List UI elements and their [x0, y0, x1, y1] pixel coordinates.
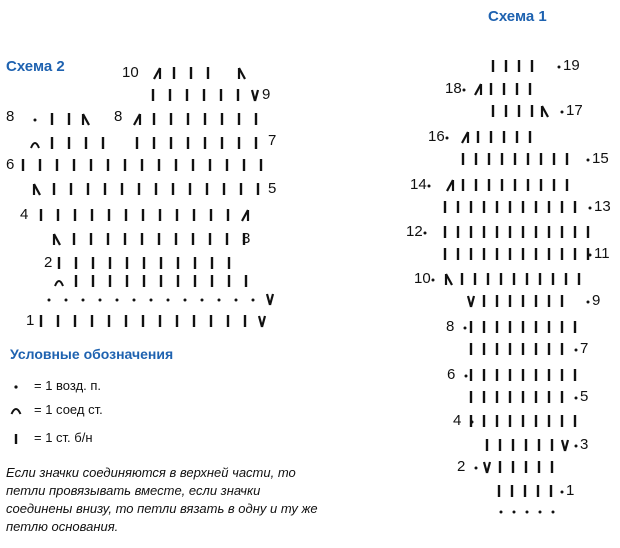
row-number-label: 2 [44, 254, 53, 271]
single-crochet-symbol [240, 314, 250, 328]
single-crochet-symbol [171, 232, 181, 246]
single-crochet-symbol [570, 414, 580, 428]
single-crochet-symbol [156, 256, 166, 270]
increase-symbol [257, 314, 267, 328]
single-crochet-symbol [482, 438, 492, 452]
single-crochet-symbol [105, 274, 115, 288]
single-crochet-symbol [544, 414, 554, 428]
single-crochet-symbol [216, 88, 226, 102]
chain-stitch-symbol [496, 504, 506, 518]
single-crochet-symbol [206, 208, 216, 222]
chain-stitch-symbol [471, 460, 481, 474]
decrease-right-symbol [52, 232, 62, 246]
scheme-1-title: Схема 1 [488, 8, 547, 25]
row-number-label: 14 [410, 176, 427, 193]
single-crochet-symbol [165, 88, 175, 102]
row-number-label: 3 [242, 230, 251, 247]
single-crochet-symbol [188, 158, 198, 172]
chain-stitch-symbol [129, 292, 139, 306]
instruction-note: Если значки соединяются в верхней части, то петли провязывать вместе, если значки соединены внизу, то петли вязать в одну и ту же петлю основания. [6, 465, 318, 534]
single-crochet-symbol [166, 136, 176, 150]
chain-stitch-symbol [163, 292, 173, 306]
single-crochet-symbol [71, 274, 81, 288]
chain-stitch-symbol [509, 504, 519, 518]
single-crochet-symbol [518, 342, 528, 356]
single-crochet-symbol [544, 390, 554, 404]
chart-row [0, 180, 620, 198]
row-number-label: 7 [580, 340, 589, 357]
chart-row [0, 110, 620, 128]
single-crochet-symbol [531, 342, 541, 356]
row-number-label: 8 [446, 318, 455, 335]
chain-stitch-symbol [30, 112, 40, 126]
row-number-label: 9 [262, 86, 271, 103]
single-crochet-symbol [466, 390, 476, 404]
single-crochet-symbol [149, 112, 159, 126]
chart-row [0, 272, 620, 290]
single-crochet-symbol [222, 158, 232, 172]
single-crochet-symbol [138, 208, 148, 222]
single-crochet-symbol [544, 342, 554, 356]
single-crochet-symbol [495, 460, 505, 474]
single-crochet-symbol [117, 182, 127, 196]
single-crochet-symbol [253, 182, 263, 196]
single-crochet-symbol [182, 88, 192, 102]
single-crochet-symbol [200, 112, 210, 126]
single-crochet-symbol [71, 256, 81, 270]
increase-symbol [265, 292, 275, 306]
single-crochet-symbol [217, 112, 227, 126]
single-crochet-symbol [207, 256, 217, 270]
legend-item-label: = 1 возд. п. [34, 378, 102, 393]
single-crochet-symbol [173, 256, 183, 270]
legend-item-label: = 1 соед ст. [34, 402, 103, 417]
single-crochet-symbol [104, 208, 114, 222]
single-crochet-symbol [224, 256, 234, 270]
row-number-label: 5 [268, 180, 277, 197]
single-crochet-symbol [148, 88, 158, 102]
chart-row [0, 156, 620, 174]
single-crochet-symbol [154, 232, 164, 246]
single-crochet-symbol [508, 460, 518, 474]
single-crochet-symbol [189, 208, 199, 222]
single-crochet-symbol [505, 342, 515, 356]
single-crochet-symbol [122, 274, 132, 288]
single-crochet-symbol [120, 158, 130, 172]
single-crochet-symbol [520, 484, 530, 498]
single-crochet-symbol [52, 158, 62, 172]
single-crochet-symbol [100, 182, 110, 196]
single-crochet-symbol [166, 112, 176, 126]
single-crochet-symbol [518, 368, 528, 382]
single-crochet-symbol [173, 274, 183, 288]
single-crochet-symbol [223, 208, 233, 222]
decrease-right-symbol [81, 112, 91, 126]
row-number-label: 13 [594, 198, 611, 215]
single-crochet-bar-icon [10, 430, 22, 446]
single-crochet-symbol [189, 314, 199, 328]
single-crochet-symbol [217, 136, 227, 150]
single-crochet-symbol [156, 274, 166, 288]
single-crochet-symbol [183, 112, 193, 126]
single-crochet-symbol [86, 232, 96, 246]
single-crochet-symbol [494, 484, 504, 498]
chain-stitch-symbol [571, 342, 581, 356]
row-number-label: 4 [453, 412, 462, 429]
single-crochet-symbol [53, 208, 63, 222]
single-crochet-symbol [47, 136, 57, 150]
row-number-label: 4 [20, 206, 29, 223]
decrease-left-symbol [132, 112, 142, 126]
single-crochet-symbol [105, 256, 115, 270]
increase-symbol [482, 460, 492, 474]
single-crochet-symbol [199, 88, 209, 102]
single-crochet-symbol [518, 390, 528, 404]
chain-stitch-symbol [557, 484, 567, 498]
chain-stitch-symbol [112, 292, 122, 306]
chain-stitch-symbol [467, 414, 477, 428]
single-crochet-symbol [138, 314, 148, 328]
single-crochet-symbol [172, 208, 182, 222]
single-crochet-symbol [557, 390, 567, 404]
chart-row [0, 312, 620, 330]
single-crochet-symbol [251, 136, 261, 150]
single-crochet-symbol [49, 182, 59, 196]
single-crochet-symbol [87, 314, 97, 328]
single-crochet-symbol [233, 88, 243, 102]
single-crochet-symbol [234, 112, 244, 126]
chain-stitch-symbol [61, 292, 71, 306]
single-crochet-symbol [557, 414, 567, 428]
slip-stitch-symbol [30, 136, 40, 150]
row-number-label: 18 [445, 80, 462, 97]
row-number-label: 9 [592, 292, 601, 309]
increase-symbol [250, 88, 260, 102]
scheme-2-title: Схема 2 [6, 58, 65, 75]
chain-stitch-symbol [522, 504, 532, 518]
row-number-label: 3 [580, 436, 589, 453]
chain-stitch-symbol [248, 292, 258, 306]
single-crochet-symbol [505, 390, 515, 404]
single-crochet-symbol [505, 368, 515, 382]
single-crochet-symbol [120, 232, 130, 246]
single-crochet-symbol [544, 368, 554, 382]
single-crochet-symbol [479, 390, 489, 404]
single-crochet-symbol [203, 66, 213, 80]
single-crochet-symbol [53, 314, 63, 328]
single-crochet-symbol [35, 158, 45, 172]
single-crochet-symbol [183, 136, 193, 150]
single-crochet-symbol [155, 208, 165, 222]
chart-row [0, 436, 620, 454]
chain-stitch-symbol [461, 368, 471, 382]
single-crochet-symbol [188, 232, 198, 246]
single-crochet-symbol [149, 136, 159, 150]
chain-stitch-symbol [78, 292, 88, 306]
single-crochet-symbol [239, 158, 249, 172]
single-crochet-symbol [137, 232, 147, 246]
single-crochet-symbol [202, 182, 212, 196]
single-crochet-symbol [139, 256, 149, 270]
chain-stitch-symbol [44, 292, 54, 306]
chain-stitch-symbol [197, 292, 207, 306]
single-crochet-symbol [534, 460, 544, 474]
chain-stitch-symbol [548, 504, 558, 518]
single-crochet-symbol [172, 314, 182, 328]
legend-item-label: = 1 ст. б/н [34, 430, 93, 445]
single-crochet-symbol [171, 158, 181, 172]
single-crochet-symbol [70, 208, 80, 222]
single-crochet-symbol [88, 256, 98, 270]
single-crochet-symbol [557, 342, 567, 356]
single-crochet-symbol [521, 438, 531, 452]
single-crochet-symbol [533, 484, 543, 498]
chart-row [0, 230, 620, 248]
single-crochet-symbol [479, 414, 489, 428]
single-crochet-symbol [507, 484, 517, 498]
decrease-left-symbol [152, 66, 162, 80]
row-number-label: 2 [457, 458, 466, 475]
increase-symbol [560, 438, 570, 452]
single-crochet-symbol [200, 136, 210, 150]
row-number-label: 7 [268, 132, 277, 149]
single-crochet-symbol [137, 158, 147, 172]
single-crochet-symbol [223, 314, 233, 328]
single-crochet-symbol [251, 112, 261, 126]
chart-row [0, 86, 620, 104]
single-crochet-symbol [139, 274, 149, 288]
single-crochet-symbol [54, 256, 64, 270]
single-crochet-symbol [103, 232, 113, 246]
chart-row [0, 290, 620, 308]
chart-row [0, 206, 620, 224]
single-crochet-symbol [69, 232, 79, 246]
chart-row [0, 64, 620, 82]
single-crochet-symbol [505, 414, 515, 428]
decrease-left-symbol [240, 208, 250, 222]
single-crochet-symbol [256, 158, 266, 172]
single-crochet-symbol [534, 438, 544, 452]
row-number-label: 1 [26, 312, 35, 329]
chain-stitch-symbol [571, 438, 581, 452]
row-number-label: 19 [563, 57, 580, 74]
single-crochet-symbol [103, 158, 113, 172]
single-crochet-symbol [234, 136, 244, 150]
single-crochet-symbol [69, 158, 79, 172]
single-crochet-symbol [64, 136, 74, 150]
single-crochet-symbol [531, 414, 541, 428]
single-crochet-symbol [185, 182, 195, 196]
single-crochet-symbol [190, 274, 200, 288]
single-crochet-symbol [81, 136, 91, 150]
single-crochet-symbol [122, 256, 132, 270]
row-number-label: 8 [6, 108, 15, 125]
single-crochet-symbol [222, 232, 232, 246]
single-crochet-symbol [134, 182, 144, 196]
single-crochet-symbol [219, 182, 229, 196]
row-number-label: 12 [406, 223, 423, 240]
single-crochet-symbol [205, 232, 215, 246]
single-crochet-symbol [186, 66, 196, 80]
row-number-label: 11 [594, 245, 610, 262]
single-crochet-symbol [479, 368, 489, 382]
single-crochet-symbol [492, 342, 502, 356]
chain-stitch-symbol [95, 292, 105, 306]
row-number-label: 10 [122, 64, 139, 81]
single-crochet-symbol [132, 136, 142, 150]
row-number-label: 6 [6, 156, 15, 173]
single-crochet-symbol [87, 208, 97, 222]
single-crochet-symbol [18, 158, 28, 172]
chain-stitch-dot-icon [10, 378, 22, 394]
single-crochet-symbol [492, 414, 502, 428]
single-crochet-symbol [236, 182, 246, 196]
chart-row [0, 254, 620, 272]
single-crochet-symbol [151, 182, 161, 196]
single-crochet-symbol [86, 158, 96, 172]
single-crochet-symbol [36, 208, 46, 222]
single-crochet-symbol [88, 274, 98, 288]
single-crochet-symbol [121, 314, 131, 328]
single-crochet-symbol [98, 136, 108, 150]
single-crochet-symbol [168, 182, 178, 196]
slip-stitch-arc-icon [10, 402, 22, 418]
chain-stitch-symbol [571, 390, 581, 404]
single-crochet-symbol [241, 274, 251, 288]
single-crochet-symbol [66, 182, 76, 196]
single-crochet-symbol [570, 368, 580, 382]
single-crochet-symbol [70, 314, 80, 328]
single-crochet-symbol [557, 368, 567, 382]
row-number-label: 8 [114, 108, 123, 125]
slip-stitch-symbol [54, 274, 64, 288]
row-number-label: 15 [592, 150, 609, 167]
single-crochet-symbol [47, 112, 57, 126]
single-crochet-symbol [155, 314, 165, 328]
row-number-label: 1 [566, 482, 575, 499]
single-crochet-symbol [169, 66, 179, 80]
chain-stitch-symbol [146, 292, 156, 306]
single-crochet-symbol [531, 368, 541, 382]
single-crochet-symbol [154, 158, 164, 172]
single-crochet-symbol [190, 256, 200, 270]
row-number-label: 5 [580, 388, 589, 405]
chain-stitch-symbol [231, 292, 241, 306]
single-crochet-symbol [83, 182, 93, 196]
single-crochet-symbol [547, 438, 557, 452]
single-crochet-symbol [64, 112, 74, 126]
chain-stitch-symbol [535, 504, 545, 518]
decrease-right-symbol [237, 66, 247, 80]
single-crochet-symbol [206, 314, 216, 328]
decrease-right-symbol [32, 182, 42, 196]
single-crochet-symbol [508, 438, 518, 452]
single-crochet-symbol [495, 438, 505, 452]
single-crochet-symbol [521, 460, 531, 474]
legend-title: Условные обозначения [10, 346, 174, 362]
single-crochet-symbol [121, 208, 131, 222]
row-number-label: 6 [447, 366, 456, 383]
single-crochet-symbol [207, 274, 217, 288]
chart-row [0, 134, 620, 152]
single-crochet-symbol [531, 390, 541, 404]
row-number-label: 16 [428, 128, 445, 145]
single-crochet-symbol [492, 368, 502, 382]
row-number-label: 10 [414, 270, 431, 287]
single-crochet-symbol [466, 342, 476, 356]
single-crochet-symbol [546, 484, 556, 498]
single-crochet-symbol [518, 414, 528, 428]
single-crochet-symbol [492, 390, 502, 404]
row-number-label: 17 [566, 102, 583, 119]
single-crochet-symbol [104, 314, 114, 328]
single-crochet-symbol [36, 314, 46, 328]
single-crochet-symbol [205, 158, 215, 172]
chain-stitch-symbol [180, 292, 190, 306]
single-crochet-symbol [224, 274, 234, 288]
single-crochet-symbol [547, 460, 557, 474]
chain-stitch-symbol [214, 292, 224, 306]
single-crochet-symbol [479, 342, 489, 356]
